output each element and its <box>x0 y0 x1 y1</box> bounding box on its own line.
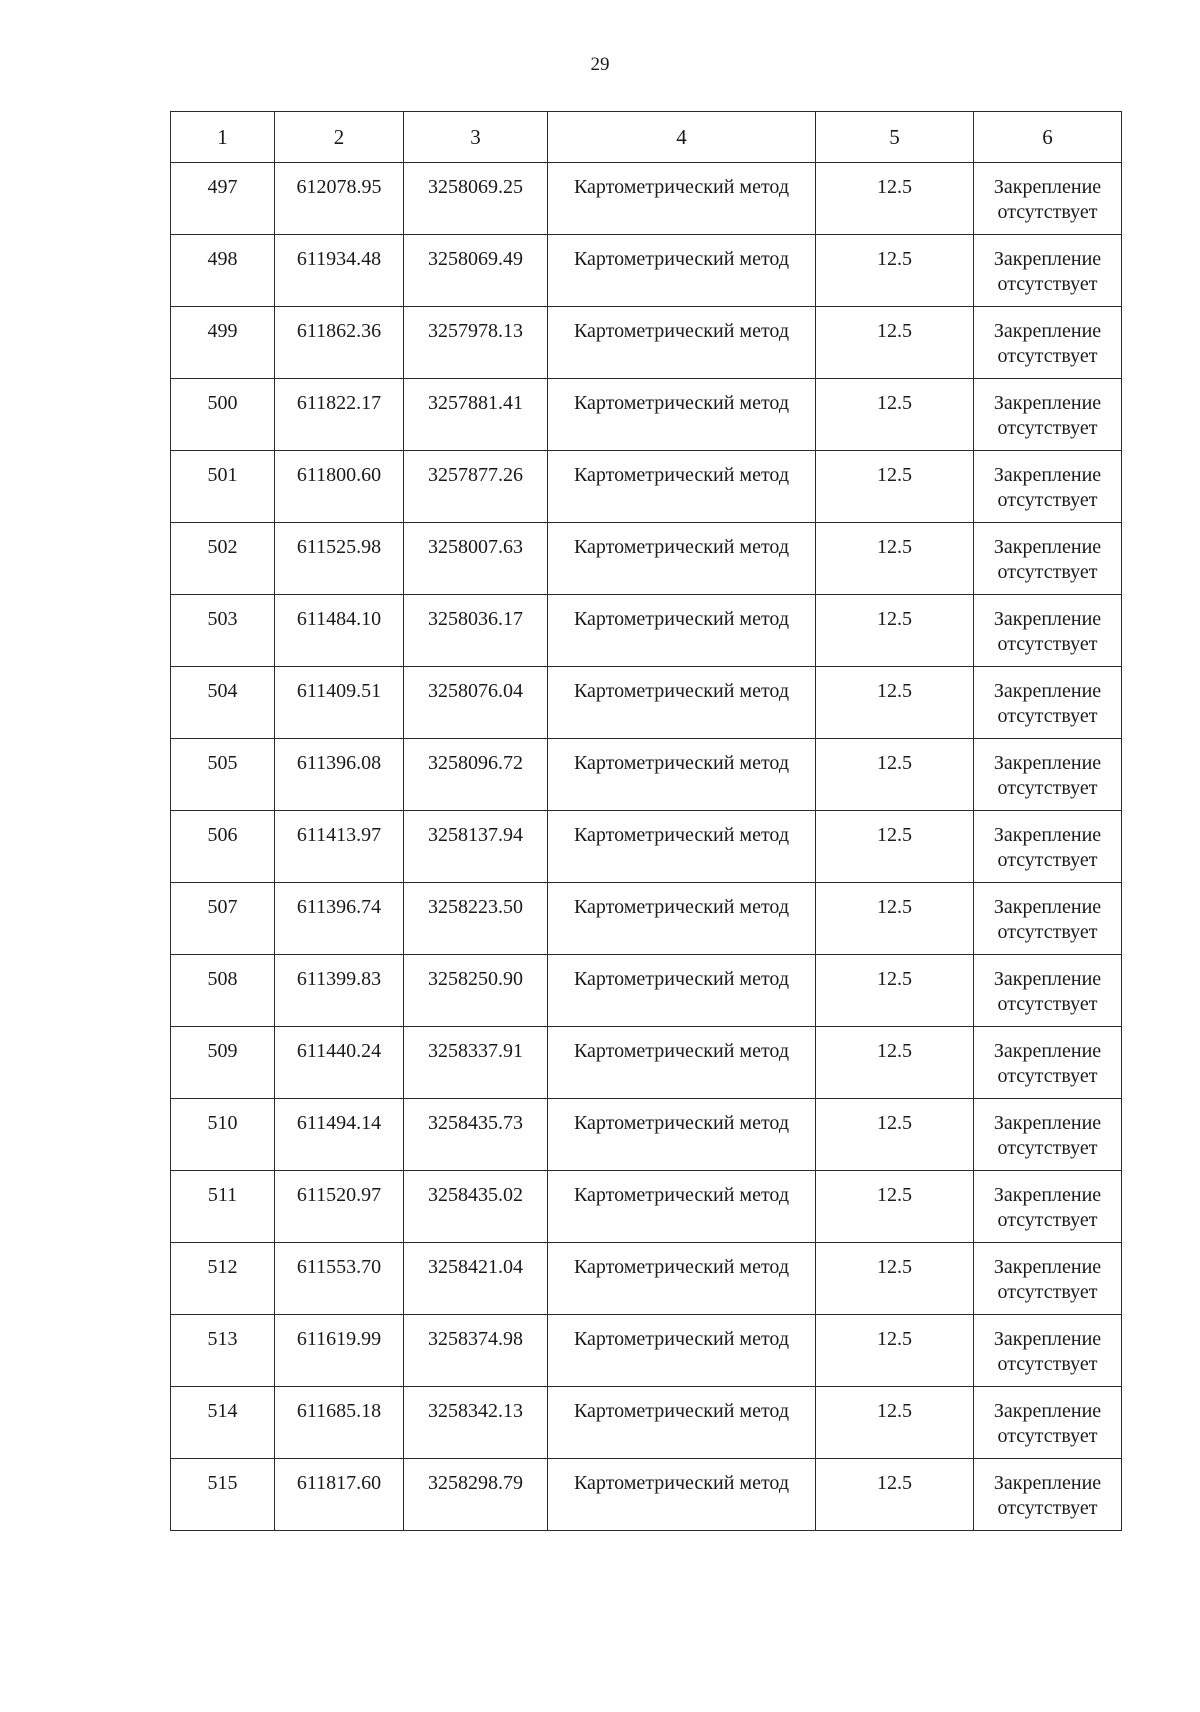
fixation-cell <box>974 163 1122 235</box>
precision-cell: 12.5 <box>816 235 974 307</box>
fixation-text-line: Закрепление <box>993 1112 1102 1134</box>
fixation-cell <box>974 739 1122 811</box>
fixation-text-line: Закрепление <box>993 392 1102 414</box>
y-coordinate-cell: 3257877.26 <box>404 451 548 523</box>
fixation-text-line: отсутствует <box>997 777 1098 799</box>
table-row <box>171 235 1122 307</box>
precision-cell: 12.5 <box>816 595 974 667</box>
method-cell: Картометрический метод <box>548 667 816 739</box>
fixation-text-line: Закрепление <box>993 176 1102 198</box>
y-coordinate-cell: 3258223.50 <box>404 883 548 955</box>
method-cell: Картометрический метод <box>548 955 816 1027</box>
method-cell: Картометрический метод <box>548 163 816 235</box>
table-row <box>171 451 1122 523</box>
fixation-cell <box>974 811 1122 883</box>
y-coordinate-cell: 3257881.41 <box>404 379 548 451</box>
header-col-1: 1 <box>171 112 275 163</box>
y-coordinate-cell: 3258337.91 <box>404 1027 548 1099</box>
y-coordinate-cell: 3258007.63 <box>404 523 548 595</box>
y-coordinate-cell: 3258069.25 <box>404 163 548 235</box>
table-row <box>171 523 1122 595</box>
x-coordinate-cell: 611484.10 <box>275 595 404 667</box>
fixation-text-line: отсутствует <box>997 921 1098 943</box>
table-row <box>171 739 1122 811</box>
point-number-cell: 503 <box>171 595 275 667</box>
precision-cell: 12.5 <box>816 1315 974 1387</box>
coordinates-table <box>170 111 1122 1531</box>
fixation-cell <box>974 523 1122 595</box>
fixation-text-line: отсутствует <box>997 1209 1098 1231</box>
x-coordinate-cell: 611822.17 <box>275 379 404 451</box>
table-row <box>171 1027 1122 1099</box>
fixation-text-line: Закрепление <box>993 1256 1102 1278</box>
table-row <box>171 1387 1122 1459</box>
fixation-text-line: отсутствует <box>997 993 1098 1015</box>
table-row <box>171 1099 1122 1171</box>
point-number-cell: 504 <box>171 667 275 739</box>
fixation-text-line: Закрепление <box>993 536 1102 558</box>
method-cell: Картометрический метод <box>548 451 816 523</box>
y-coordinate-cell: 3258421.04 <box>404 1243 548 1315</box>
table-header <box>171 112 1122 163</box>
fixation-text-line: отсутствует <box>997 849 1098 871</box>
fixation-text-line: Закрепление <box>993 968 1102 990</box>
table-row <box>171 595 1122 667</box>
point-number-cell: 506 <box>171 811 275 883</box>
point-number-cell: 500 <box>171 379 275 451</box>
precision-cell: 12.5 <box>816 1243 974 1315</box>
method-cell: Картометрический метод <box>548 1243 816 1315</box>
y-coordinate-cell: 3258250.90 <box>404 955 548 1027</box>
fixation-cell <box>974 379 1122 451</box>
method-cell: Картометрический метод <box>548 1027 816 1099</box>
fixation-text-line: отсутствует <box>997 345 1098 367</box>
method-cell: Картометрический метод <box>548 235 816 307</box>
fixation-text-line: Закрепление <box>993 752 1102 774</box>
method-cell: Картометрический метод <box>548 811 816 883</box>
x-coordinate-cell: 611396.08 <box>275 739 404 811</box>
fixation-cell <box>974 307 1122 379</box>
table-row <box>171 1315 1122 1387</box>
precision-cell: 12.5 <box>816 1171 974 1243</box>
fixation-text-line: отсутствует <box>997 273 1098 295</box>
point-number-cell: 502 <box>171 523 275 595</box>
fixation-text-line: отсутствует <box>997 633 1098 655</box>
method-cell: Картометрический метод <box>548 595 816 667</box>
x-coordinate-cell: 611494.14 <box>275 1099 404 1171</box>
precision-cell: 12.5 <box>816 1459 974 1531</box>
header-col-2: 2 <box>275 112 404 163</box>
header-col-6: 6 <box>974 112 1122 163</box>
fixation-text-line: Закрепление <box>993 1472 1102 1494</box>
table-row <box>171 163 1122 235</box>
table-row <box>171 955 1122 1027</box>
fixation-text-line: Закрепление <box>993 320 1102 342</box>
fixation-text-line: отсутствует <box>997 417 1098 439</box>
x-coordinate-cell: 611525.98 <box>275 523 404 595</box>
fixation-text-line: отсутствует <box>997 489 1098 511</box>
x-coordinate-cell: 611685.18 <box>275 1387 404 1459</box>
fixation-text-line: отсутствует <box>997 1065 1098 1087</box>
x-coordinate-cell: 611440.24 <box>275 1027 404 1099</box>
fixation-cell <box>974 1171 1122 1243</box>
precision-cell: 12.5 <box>816 883 974 955</box>
header-col-3: 3 <box>404 112 548 163</box>
fixation-text-line: отсутствует <box>997 1137 1098 1159</box>
fixation-text-line: Закрепление <box>993 896 1102 918</box>
fixation-text-line: Закрепление <box>993 1184 1102 1206</box>
fixation-text-line: отсутствует <box>997 1281 1098 1303</box>
fixation-text-line: Закрепление <box>993 464 1102 486</box>
y-coordinate-cell: 3258137.94 <box>404 811 548 883</box>
table-row <box>171 307 1122 379</box>
fixation-text-line: отсутствует <box>997 201 1098 223</box>
point-number-cell: 511 <box>171 1171 275 1243</box>
precision-cell: 12.5 <box>816 523 974 595</box>
x-coordinate-cell: 611413.97 <box>275 811 404 883</box>
table-row <box>171 811 1122 883</box>
method-cell: Картометрический метод <box>548 1315 816 1387</box>
point-number-cell: 498 <box>171 235 275 307</box>
y-coordinate-cell: 3258069.49 <box>404 235 548 307</box>
point-number-cell: 509 <box>171 1027 275 1099</box>
fixation-cell <box>974 955 1122 1027</box>
method-cell: Картометрический метод <box>548 379 816 451</box>
table-row <box>171 1171 1122 1243</box>
fixation-text-line: Закрепление <box>993 680 1102 702</box>
table-row <box>171 667 1122 739</box>
fixation-cell <box>974 1459 1122 1531</box>
fixation-cell <box>974 1027 1122 1099</box>
fixation-text-line: Закрепление <box>993 608 1102 630</box>
table-row <box>171 379 1122 451</box>
x-coordinate-cell: 611409.51 <box>275 667 404 739</box>
point-number-cell: 512 <box>171 1243 275 1315</box>
precision-cell: 12.5 <box>816 811 974 883</box>
precision-cell: 12.5 <box>816 307 974 379</box>
x-coordinate-cell: 611399.83 <box>275 955 404 1027</box>
table-row <box>171 1459 1122 1531</box>
point-number-cell: 515 <box>171 1459 275 1531</box>
header-col-5: 5 <box>816 112 974 163</box>
x-coordinate-cell: 611934.48 <box>275 235 404 307</box>
y-coordinate-cell: 3258435.73 <box>404 1099 548 1171</box>
fixation-text-line: Закрепление <box>993 1040 1102 1062</box>
x-coordinate-cell: 611800.60 <box>275 451 404 523</box>
y-coordinate-cell: 3258076.04 <box>404 667 548 739</box>
fixation-cell <box>974 451 1122 523</box>
method-cell: Картометрический метод <box>548 739 816 811</box>
point-number-cell: 507 <box>171 883 275 955</box>
y-coordinate-cell: 3258298.79 <box>404 1459 548 1531</box>
method-cell: Картометрический метод <box>548 1171 816 1243</box>
fixation-text-line: отсутствует <box>997 1353 1098 1375</box>
point-number-cell: 510 <box>171 1099 275 1171</box>
fixation-cell <box>974 1315 1122 1387</box>
fixation-text-line: Закрепление <box>993 248 1102 270</box>
x-coordinate-cell: 611817.60 <box>275 1459 404 1531</box>
y-coordinate-cell: 3258036.17 <box>404 595 548 667</box>
table-body <box>171 163 1122 1531</box>
y-coordinate-cell: 3258096.72 <box>404 739 548 811</box>
page-number: 29 <box>590 54 610 75</box>
fixation-cell <box>974 1243 1122 1315</box>
fixation-text-line: отсутствует <box>997 1497 1098 1519</box>
point-number-cell: 513 <box>171 1315 275 1387</box>
precision-cell: 12.5 <box>816 1027 974 1099</box>
method-cell: Картометрический метод <box>548 1387 816 1459</box>
precision-cell: 12.5 <box>816 955 974 1027</box>
point-number-cell: 514 <box>171 1387 275 1459</box>
fixation-cell <box>974 667 1122 739</box>
fixation-text-line: отсутствует <box>997 705 1098 727</box>
precision-cell: 12.5 <box>816 739 974 811</box>
method-cell: Картометрический метод <box>548 1099 816 1171</box>
y-coordinate-cell: 3258435.02 <box>404 1171 548 1243</box>
header-row <box>171 112 1122 163</box>
precision-cell: 12.5 <box>816 379 974 451</box>
x-coordinate-cell: 611619.99 <box>275 1315 404 1387</box>
fixation-cell <box>974 1099 1122 1171</box>
point-number-cell: 499 <box>171 307 275 379</box>
method-cell: Картометрический метод <box>548 1459 816 1531</box>
point-number-cell: 501 <box>171 451 275 523</box>
x-coordinate-cell: 611396.74 <box>275 883 404 955</box>
header-col-4: 4 <box>548 112 816 163</box>
method-cell: Картометрический метод <box>548 883 816 955</box>
fixation-cell <box>974 595 1122 667</box>
y-coordinate-cell: 3257978.13 <box>404 307 548 379</box>
point-number-cell: 505 <box>171 739 275 811</box>
fixation-text-line: отсутствует <box>997 1425 1098 1447</box>
method-cell: Картометрический метод <box>548 523 816 595</box>
x-coordinate-cell: 611862.36 <box>275 307 404 379</box>
fixation-cell <box>974 235 1122 307</box>
fixation-text-line: отсутствует <box>997 561 1098 583</box>
point-number-cell: 497 <box>171 163 275 235</box>
fixation-cell <box>974 883 1122 955</box>
table-row <box>171 1243 1122 1315</box>
x-coordinate-cell: 612078.95 <box>275 163 404 235</box>
fixation-text-line: Закрепление <box>993 824 1102 846</box>
table-row <box>171 883 1122 955</box>
x-coordinate-cell: 611553.70 <box>275 1243 404 1315</box>
y-coordinate-cell: 3258374.98 <box>404 1315 548 1387</box>
point-number-cell: 508 <box>171 955 275 1027</box>
precision-cell: 12.5 <box>816 451 974 523</box>
fixation-cell <box>974 1387 1122 1459</box>
precision-cell: 12.5 <box>816 1387 974 1459</box>
fixation-text-line: Закрепление <box>993 1400 1102 1422</box>
x-coordinate-cell: 611520.97 <box>275 1171 404 1243</box>
precision-cell: 12.5 <box>816 163 974 235</box>
precision-cell: 12.5 <box>816 1099 974 1171</box>
fixation-text-line: Закрепление <box>993 1328 1102 1350</box>
method-cell: Картометрический метод <box>548 307 816 379</box>
y-coordinate-cell: 3258342.13 <box>404 1387 548 1459</box>
precision-cell: 12.5 <box>816 667 974 739</box>
